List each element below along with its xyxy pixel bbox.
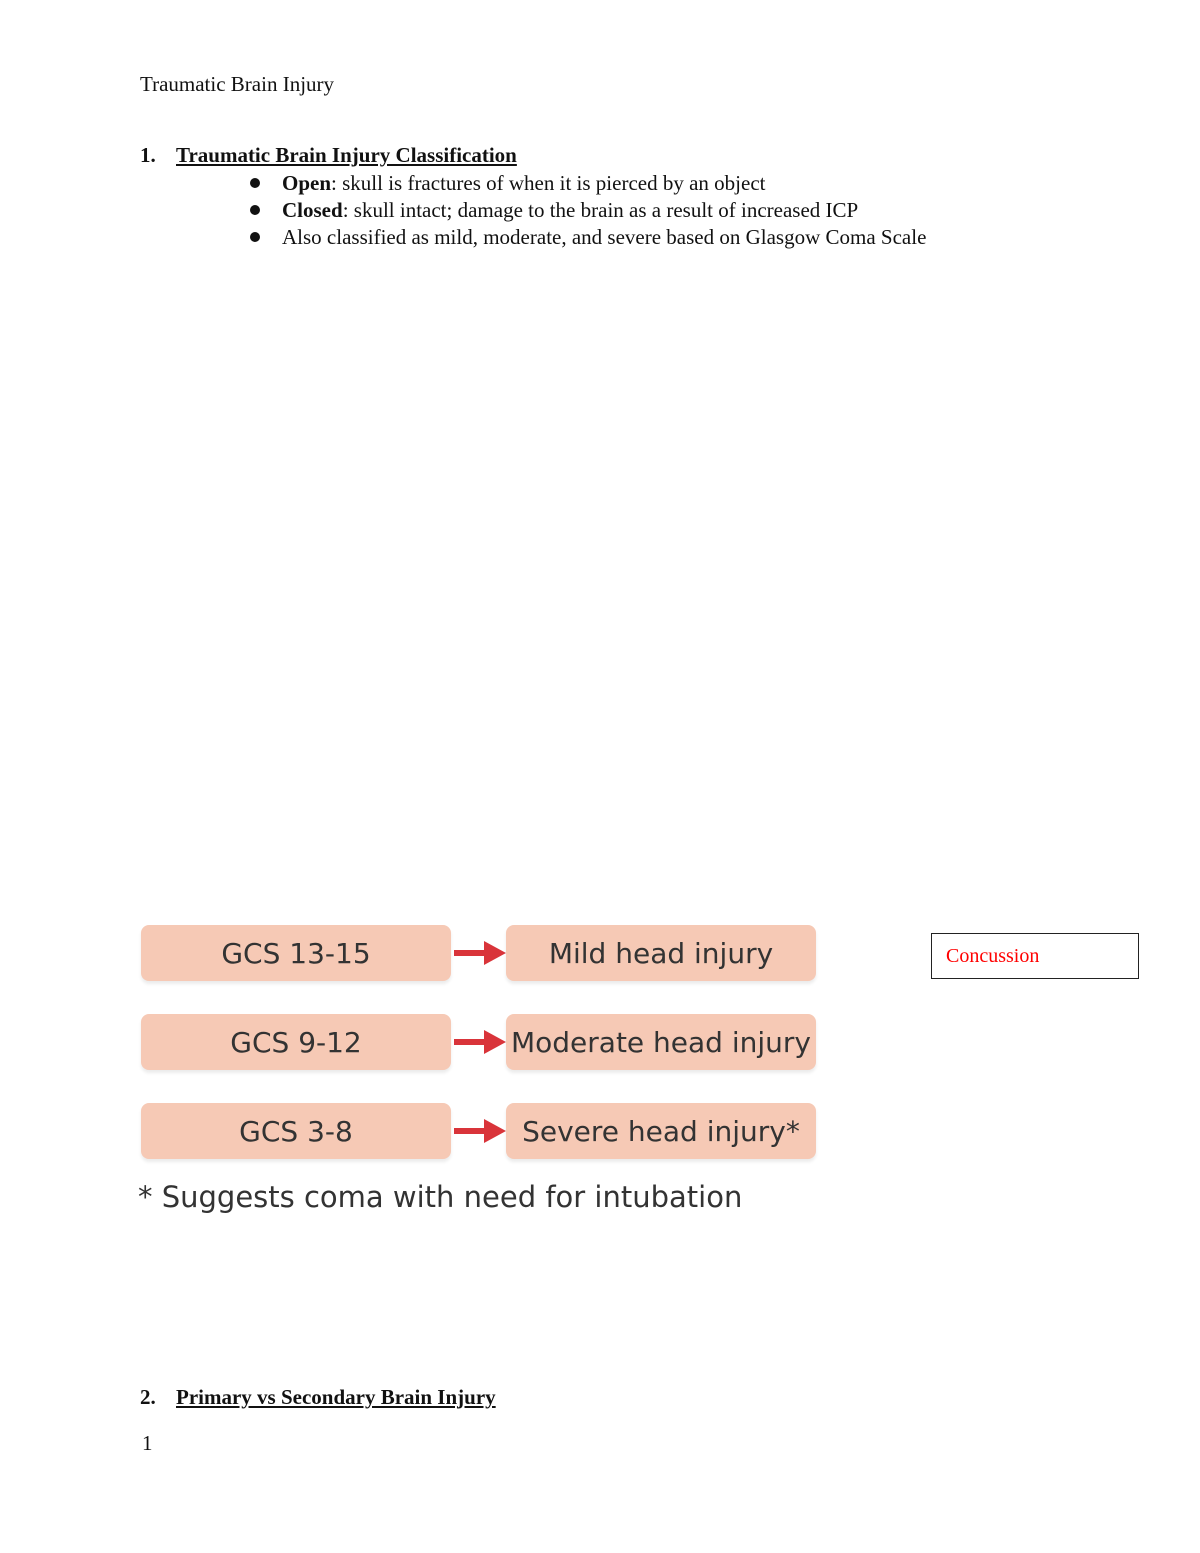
gcs-severity-box: Mild head injury <box>506 925 816 981</box>
gcs-severity-box: Moderate head injury <box>506 1014 816 1070</box>
bullet-text: Also classified as mild, moderate, and severe based on Glasgow Coma Scale <box>282 225 927 249</box>
bullet-item-gcs <box>246 224 926 251</box>
classification-bullet-list <box>246 170 926 251</box>
page-number: 1 <box>142 1431 153 1455</box>
section-heading-text: Traumatic Brain Injury Classification <box>176 143 517 167</box>
bullet-item-open <box>246 170 926 197</box>
gcs-row-severe <box>138 1103 818 1161</box>
bullet-term: Closed <box>282 198 343 222</box>
bullet-item-closed <box>246 197 926 224</box>
bullet-icon <box>250 178 260 188</box>
document-title: Traumatic Brain Injury <box>140 72 335 96</box>
section-heading-classification <box>140 143 517 168</box>
gcs-score-box: GCS 13-15 <box>141 925 451 981</box>
gcs-score-box: GCS 9-12 <box>141 1014 451 1070</box>
gcs-row-moderate <box>138 1014 818 1072</box>
arrow-right-icon <box>454 1028 506 1056</box>
concussion-annotation-box <box>931 933 1139 979</box>
section-number: 2. <box>140 1385 156 1409</box>
arrow-right-icon <box>454 1117 506 1145</box>
gcs-score-box: GCS 3-8 <box>141 1103 451 1159</box>
section-number: 1. <box>140 143 156 167</box>
gcs-classification-figure <box>138 918 828 1228</box>
gcs-row-mild <box>138 925 818 983</box>
bullet-term: Open <box>282 171 332 195</box>
bullet-text: : skull intact; damage to the brain as a result of increased ICP <box>342 198 859 222</box>
concussion-annotation-text: Concussion <box>946 944 1040 967</box>
bullet-icon <box>250 232 260 242</box>
bullet-icon <box>250 205 260 215</box>
arrow-right-icon <box>454 939 506 967</box>
bullet-text: : skull is fractures of when it is pierced by an object <box>331 171 766 195</box>
gcs-severity-box: Severe head injury* <box>506 1103 816 1159</box>
gcs-footnote: * Suggests coma with need for intubation <box>138 1180 743 1214</box>
section-heading-primary-secondary <box>140 1385 496 1410</box>
section-heading-text: Primary vs Secondary Brain Injury <box>176 1385 496 1409</box>
